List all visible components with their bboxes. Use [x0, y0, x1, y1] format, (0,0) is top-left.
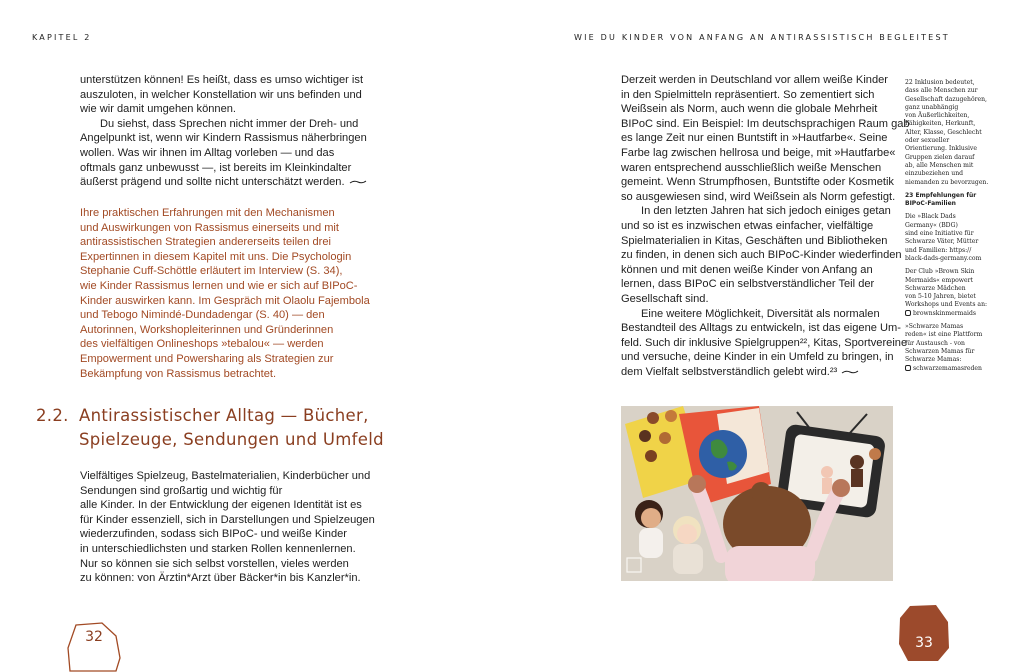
running-header-right: WIE DU KINDER VON ANFANG AN ANTIRASSISTISCH BEGLEITEST [574, 33, 950, 42]
right-paragraph-3: Eine weitere Möglichkeit, Diversität als normalen Bestandteil des Alltags zu entwickeln, ist das eigene Um- feld. Such dir inklusive Spielgruppen²², Kitas, Sportvereine und versuche, deine Kinder in ein Umfeld zu bringen, in dem Vielfalt selbstverständlich gelebt wird.²³ [621, 307, 908, 378]
footnote-23-title: 23 Empfehlungen für BIPoC-Familien [905, 191, 977, 208]
recommendation-brown-skin-mermaids: Der Club »Brown Skin Mermaids« empowert Schwarze Mädchen von 5-10 Jahren, bietet Workshops und Events an: brownskinmermaids [905, 268, 988, 317]
page-number-right: 33 [898, 604, 950, 662]
swash-ornament-icon [349, 179, 367, 185]
right-paragraph-1: Derzeit werden in Deutschland vor allem weiße Kinder in den Spielmitteln repräsentiert. So zementiert sich Weißsein als Norm, auch wenn die globale Mehrheit BIPoC sind. Ein Beispiel: Im deutschsprachigen Raum gab es lange Zeit nur einen Buntstift in »Hautfarbe«. Seine Farbe lag zwischen hellrosa und beige, mit »Hautfarbe« waren entsprechend ausschließlich weiße Menschen gemeint. Wenn Strumpfhosen, Buntstifte oder Kosmetik so ausgewiesen sind, wird Weißsein als Norm gefestigt. [621, 74, 910, 203]
left-paragraph-2: Du siehst, dass Sprechen nicht immer der Dreh- und Angelpunkt ist, wenn wir Kindern Rassismus näherbringen wollen. Was wir ihnen im Alltag vorleben — und das oftmals ganz unbewusst —, ist bereits im Kleinkindalter äußerst prägend und sollte nicht unterschätzt werden. [80, 117, 367, 189]
instagram-icon [905, 365, 911, 371]
left-body-text-top [80, 73, 370, 190]
recommendation-schwarze-mamas: »Schwarze Mamas reden« ist eine Plattform für Austausch - von Schwarzen Mamas für Schwarze Mamas: schwarzemamasreden [905, 323, 983, 372]
instagram-icon [905, 310, 911, 316]
illustration-children-with-books-and-tv [621, 406, 893, 581]
right-paragraph-2: In den letzten Jahren hat sich jedoch einiges getan und so ist es inzwischen etwas einfacher, vielfältige Spielmaterialien in Kitas, Geschäften und Bibliotheken zu finden, in denen sich auch BIPoC-Kinder wiederfinden können und mit denen weiße Kinder von Anfang an lernen, dass BIPoC ein selbstverständlicher Teil der Gesellschaft sind. [621, 205, 902, 305]
section-title: Antirassistischer Alltag — Bücher, Spielzeuge, Sendungen und Umfeld [79, 406, 384, 449]
running-header-left: KAPITEL 2 [32, 33, 92, 42]
page-badge-fill-icon [898, 604, 950, 662]
footnote-22: 22 Inklusion bedeutet, dass alle Menschen zur Gesellschaft dazugehören, ganz unabhängig von Äußerlichkeiten, Fähigkeiten, Herkunft, Alter, Klasse, Geschlecht oder sexueller Orientierung. Inklusive Gruppen zielen darauf ab, alle Menschen mit einzubeziehen und niemanden zu bevorzugen. [905, 79, 989, 186]
section-number: 2.2. [36, 406, 69, 425]
left-body-text-bottom: Vielfältiges Spielzeug, Bastelmaterialien, Kinderbücher und Sendungen sind großartig und wichtig für alle Kinder. In der Entwicklung der eigenen Identität ist es für Kinder essenziell, sich in Darstellungen und Spielzeugen wiederzufinden, sodass sich BIPoC- und weiße Kinder in unterschiedlichsten und starken Rollen kennenlernen. Nur so können sie sich selbst vorstellen, vieles werden zu können: von Ärztin*Arzt über Bäcker*in bis Kanzler*in. [80, 470, 375, 585]
page-number-left: 32 [66, 622, 122, 672]
chapter-intro-highlight: Ihre praktischen Erfahrungen mit den Mechanismen und Auswirkungen von Rassismus einerseits und mit antirassistischen Strategien andererseits teilen drei Expertinnen in diesem Kapitel mit uns. Die Psychologin Stephanie Cuff-Schöttle erläutert im Interview (S. 34), wie Kinder Rassismus lernen und wie er sich auf BIPoC- Kinder auswirken kann. Im Gespräch mit Olaolu Fajembola und Tebogo Nimindé-Dundadengar (S. 40) — den Autorinnen, Workshopleiterinnen und Gründerinnen des vielfältigen Onlineshops »tebalou« — werden Empowerment und Powersharing als Strategien zur Bekämpfung von Rassismus betrachtet. [80, 207, 370, 380]
swash-ornament-icon [841, 369, 859, 375]
sidebar-notes [905, 79, 993, 373]
recommendation-black-dads: Die »Black Dads Germany« (BDG) sind eine Initiative für Schwarze Väter, Mütter und Familien: https:// black-dads-germany.com [905, 213, 982, 262]
right-body-text [621, 73, 910, 379]
illustration-artwork [621, 406, 893, 581]
left-paragraph-1: unterstützen können! Es heißt, dass es umso wichtiger ist auszuloten, in welcher Konstellation wir uns befinden und wie wir damit umgehen können. [80, 74, 364, 116]
